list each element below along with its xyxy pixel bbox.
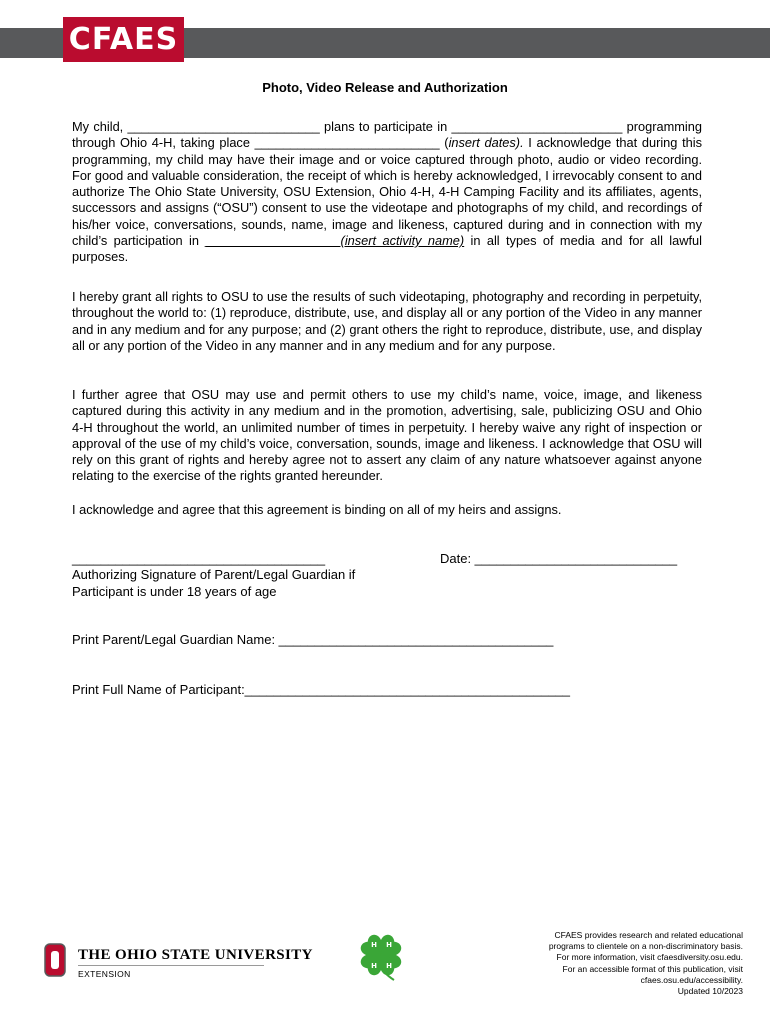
footer-note-line: programs to clientele on a non-discriminatory basis. [548,941,743,952]
svg-text:H: H [371,941,377,949]
guardian-name-field[interactable]: Print Parent/Legal Guardian Name: ______________________________________ [72,632,554,647]
p1-insert-activity: ___________________(insert activity name) [205,233,465,249]
svg-text:H: H [371,962,377,970]
p1-text-c: in all types of media and for all lawful purposes. [72,233,702,265]
signature-caption-1: Authorizing Signature of Parent/Legal Guardian if [72,567,356,582]
paragraph-likeness: I further agree that OSU may use and permit others to use my child’s name, voice, image, and likeness captured during this activity in any medium and in the promotion, advertising, sale, publicizing OSU and Ohio 4-H throughout the world, an unlimited number of times in perpetuity. I hereby waive any right of inspection or approval of the use of my child’s voice, conversation, sounds, image and likeness. I acknowledge that OSU will rely on this grant of rights and hereby agree not to assert any claim of any nature whatsoever against anyone relating to the exercise of the rights granted hereunder. [72,387,702,484]
osu-extension-logo [44,943,313,983]
footer-note-line: For more information, visit cfaesdiversity.osu.edu. [556,952,743,963]
cfaes-logo-text: CFAES [68,22,179,57]
footer-note-line: cfaes.osu.edu/accessibility. [640,974,743,985]
osu-unit: EXTENSION [78,969,131,979]
osu-name: THE OHIO STATE UNIVERSITY [78,947,313,963]
footer-note [513,930,743,997]
block-o-icon [44,943,66,977]
p1-text-a: My child, ___________________________ plans to participate in ________________________ programming through Ohio 4-H, taking place __________________________ ( [72,119,702,151]
footer-note-line: For an accessible format of this publication, visit [562,963,743,974]
osu-logo-rule [78,965,264,966]
svg-text:H: H [386,941,392,949]
paragraph-consent [72,119,702,266]
signature-line[interactable]: ___________________________________ [72,551,326,566]
footer-note-line: CFAES provides research and related educational [554,930,743,940]
p1-insert-dates: insert dates). [448,135,524,151]
svg-text:H: H [386,962,392,970]
signature-caption-2: Participant is under 18 years of age [72,584,277,599]
4h-clover-icon [356,930,406,982]
date-field[interactable]: Date: ____________________________ [440,551,678,566]
cfaes-logo [63,17,184,62]
paragraph-rights: I hereby grant all rights to OSU to use the results of such videotaping, photography and recording in perpetuity, throughout the world to: (1) reproduce, distribute, use, and display all or any portion of the Video in any manner and in any medium and for any purpose; and (2) grant others the right to reproduce, distribute, use, and display all or any portion of the Video in any manner and in any medium and for any purpose. [72,289,702,353]
footer-updated: Updated 10/2023 [677,986,743,997]
document-title: Photo, Video Release and Authorization [262,80,508,95]
college-name: COLLEGE of FOOD, AGRICULTURAL, and ENVIRONMENTAL SCIENCES [264,65,670,77]
paragraph-binding: I acknowledge and agree that this agreement is binding on all of my heirs and assigns. [72,502,562,517]
p1-text-b: I acknowledge that during this programming, my child may have their image and or voice captured through photo, audio or video recording. For good and valuable consideration, the receipt of which is hereby acknowledged, I irrevocably consent to and authorize The Ohio State University, OSU Extension, Ohio 4-H, 4-H Camping Facility and its affiliates, agents, successors and assigns (“OSU”) consent to use the videotape and photographs of my child, and recordings of his/her voice, conversations, sounds, name, image and likeness, captured during and in connection with my child’s participation in [72,135,702,249]
participant-name-field[interactable]: Print Full Name of Participant:_____________________________________________ [72,682,571,697]
